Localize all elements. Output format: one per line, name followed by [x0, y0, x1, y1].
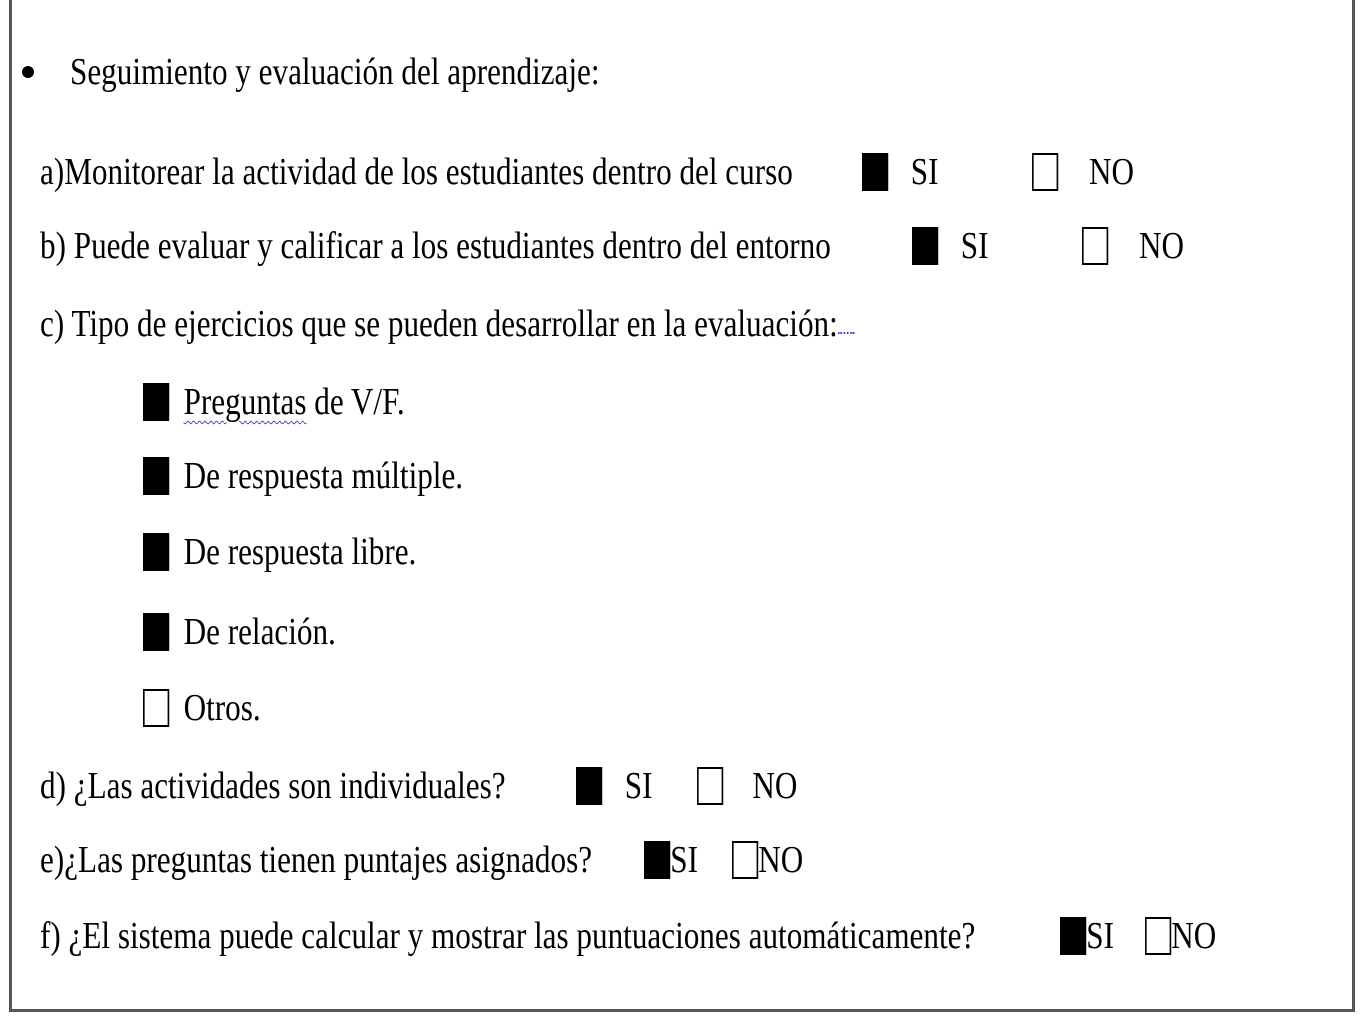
item-a-si-checkbox[interactable] [862, 153, 888, 191]
item-f-si-label: SI [1086, 915, 1114, 957]
item-f-label: f) [40, 915, 61, 957]
exercise-otros-label: Otros. [183, 687, 261, 729]
item-e-no-option [732, 838, 803, 882]
item-e-text: ¿Las preguntas tienen puntajes asignados? [64, 839, 593, 881]
item-f-no-checkbox[interactable] [1145, 917, 1171, 955]
item-b-text: Puede evaluar y calificar a los estudiantes dentro del entorno [73, 225, 831, 267]
item-a-no-label: NO [1088, 151, 1135, 193]
exercise-otros-checkbox[interactable] [143, 689, 169, 727]
item-d [40, 764, 506, 808]
bullet-icon [22, 66, 34, 78]
exercise-relacion [143, 610, 336, 654]
item-d-no-checkbox[interactable] [697, 767, 723, 805]
exercise-vf [143, 380, 405, 424]
item-a-no-checkbox[interactable] [1032, 153, 1058, 191]
exercise-relacion-label: De relación. [183, 611, 336, 653]
item-a-label: a) [40, 151, 65, 193]
item-b-label: b) [40, 225, 66, 267]
item-d-label: d) [40, 765, 66, 807]
item-d-no-label: NO [752, 765, 798, 807]
item-b-si-checkbox[interactable] [912, 227, 938, 265]
item-c [40, 302, 854, 346]
item-b-si-label: SI [960, 225, 989, 267]
item-a-si-option [862, 150, 939, 194]
item-f-si-option [1060, 914, 1114, 958]
item-f-text: ¿El sistema puede calcular y mostrar las puntuaciones automáticamente? [68, 915, 976, 957]
item-b-no-checkbox[interactable] [1082, 227, 1108, 265]
item-f [40, 914, 975, 958]
item-d-no-option [697, 764, 797, 808]
item-b-si-option [912, 224, 989, 268]
exercise-multiple-label: De respuesta múltiple. [183, 455, 464, 497]
exercise-relacion-checkbox[interactable] [143, 613, 169, 651]
item-b [40, 224, 831, 268]
item-d-text: ¿Las actividades son individuales? [73, 765, 506, 807]
exercise-libre-checkbox[interactable] [143, 533, 169, 571]
item-b-no-label: NO [1138, 225, 1185, 267]
item-f-no-option [1145, 914, 1216, 958]
item-d-si-checkbox[interactable] [576, 767, 602, 805]
item-f-no-label: NO [1171, 915, 1217, 957]
item-e-si-option [644, 838, 698, 882]
section-title: Seguimiento y evaluación del aprendizaje: [70, 51, 600, 93]
exercise-multiple-checkbox[interactable] [143, 457, 169, 495]
exercise-vf-checkbox[interactable] [143, 383, 169, 421]
item-c-label: c) [40, 303, 65, 345]
item-e-no-label: NO [758, 839, 804, 881]
item-e-no-checkbox[interactable] [732, 841, 758, 879]
item-b-no-option [1082, 224, 1184, 268]
item-d-si-label: SI [624, 765, 653, 807]
exercise-vf-rest: de V/F. [306, 381, 405, 423]
item-e-si-label: SI [670, 839, 698, 881]
item-c-text: Tipo de ejercicios que se pueden desarrollar en la evaluación: [71, 303, 838, 345]
exercise-vf-word: Preguntas [183, 381, 307, 423]
item-e-label: e) [40, 839, 65, 881]
item-e [40, 838, 592, 882]
exercise-libre [143, 530, 416, 574]
exercise-multiple [143, 454, 463, 498]
item-e-si-checkbox[interactable] [644, 841, 670, 879]
item-a-text: Monitorear la actividad de los estudiantes dentro del curso [64, 151, 793, 193]
item-a [40, 150, 793, 194]
item-a-no-option [1032, 150, 1134, 194]
item-a-si-label: SI [910, 151, 939, 193]
exercise-otros [143, 686, 261, 730]
spellcheck-mark [838, 302, 854, 334]
exercise-libre-label: De respuesta libre. [183, 531, 417, 573]
item-f-si-checkbox[interactable] [1060, 917, 1086, 955]
item-d-si-option [576, 764, 653, 808]
